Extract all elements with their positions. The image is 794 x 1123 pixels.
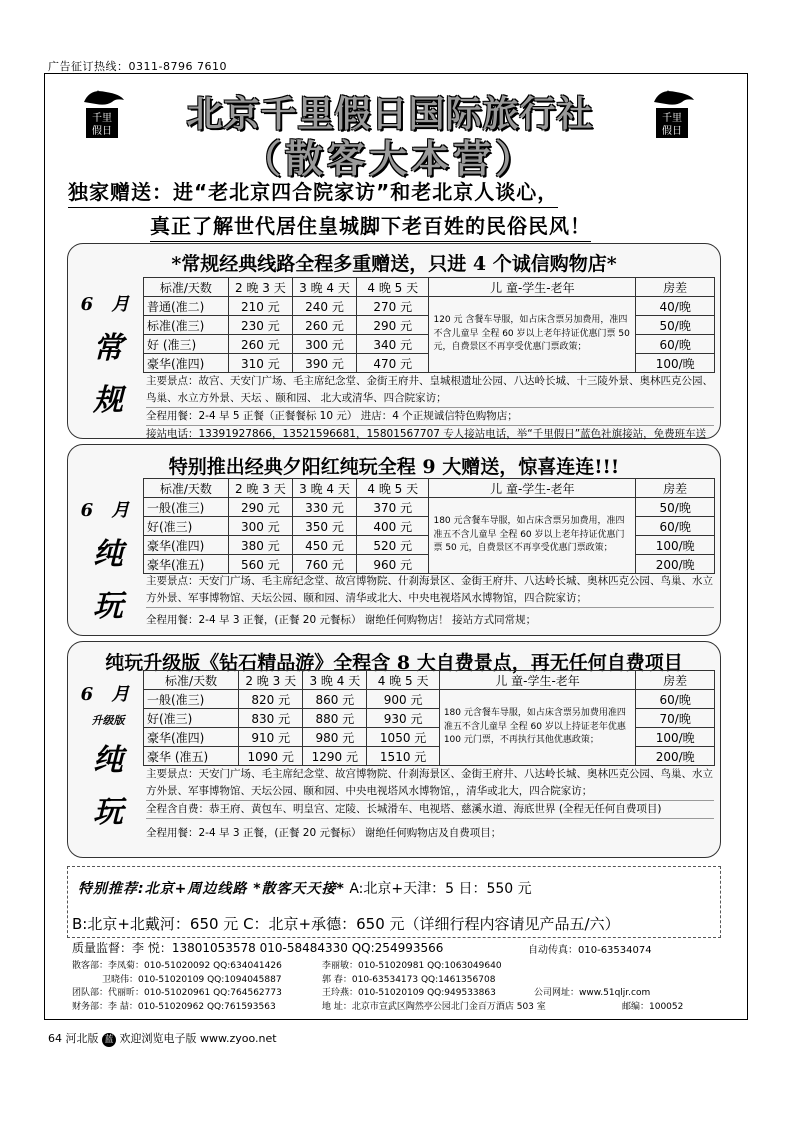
cell: 60/晚 (636, 335, 715, 354)
cell: 100/晚 (636, 536, 715, 555)
recommend-route-a: A:北京+天津：5 日：550 元 (349, 881, 532, 897)
cell: 400 元 (357, 517, 429, 536)
svg-text:假日: 假日 (662, 126, 682, 137)
info-line: 主要景点：天安门广场、毛主席纪念堂、故宫博物院、什刹海景区、金街王府井、八达岭长城、奥林匹克公园、鸟巢、水立方外景、军事博物馆、天坛公园、颐和园、清华或北大、中央电视塔风水博物馆，四合院家访； (146, 573, 714, 608)
th-standard: 标准/天数 (144, 671, 239, 690)
contact-cell: 卫晓伟：010-51020109 QQ:1094045887 (102, 974, 282, 985)
cell: 好 (准三) (144, 335, 229, 354)
auto-fax: 自动传真：010-63534074 (528, 945, 652, 956)
price-table (143, 478, 715, 574)
info-line: 全程含自费：恭王府、黄包车、明皇宫、定陵、长城滑车、电视塔、慈溪水道、海底世界 (全程无任何自费项目) (146, 801, 714, 819)
info-line: 全程用餐：2-4 早 5 正餐（正餐餐标 10 元） 进店：4 个正规诚信特色购物店； (146, 408, 714, 426)
company-logo-left (76, 84, 128, 144)
cell: 240 元 (292, 297, 356, 316)
cell: 760 元 (292, 555, 356, 574)
th-room-diff: 房差 (636, 671, 715, 690)
cell: 520 元 (357, 536, 429, 555)
cell: 380 元 (228, 536, 292, 555)
th-4days: 3 晚 4 天 (303, 671, 367, 690)
th-5days: 4 晚 5 天 (367, 671, 439, 690)
contact-block (72, 942, 712, 1014)
info-line: 主要景点：天安门广场、毛主席纪念堂、故宫博物院、什刹海景区、金街王府井、八达岭长城、奥林匹克公园、鸟巢、水立方外景、军事博物馆、天坛公园、颐和园、中央电视塔风水博物馆，，清华或北大，四合院家访； (146, 766, 714, 801)
cell: 560 元 (228, 555, 292, 574)
th-room-diff: 房差 (636, 278, 715, 297)
cell: 930 元 (367, 709, 439, 728)
section-info (146, 573, 714, 629)
cell: 910 元 (239, 728, 303, 747)
cell: 1050 元 (367, 728, 439, 747)
cell: 960 元 (357, 555, 429, 574)
cell: 60/晚 (636, 517, 715, 536)
page-footer (48, 1030, 277, 1047)
contact-row (72, 987, 712, 1001)
contact-row (72, 960, 712, 974)
section-heading: 特别推出经典夕阳红纯玩全程 9 大赠送，惊喜连连!!! (168, 456, 620, 478)
side-char: 常 (93, 331, 123, 366)
cell: 100/晚 (636, 728, 715, 747)
side-char: 规 (93, 382, 123, 418)
recommend-tag: *散客天天接* (253, 881, 345, 897)
th-5days: 4 晚 5 天 (357, 278, 429, 297)
postcode: 邮编：100052 (622, 1001, 684, 1012)
svg-text:假日: 假日 (92, 126, 112, 137)
cell: 好(准三) (144, 517, 229, 536)
cell: 200/晚 (636, 747, 715, 766)
cell: 260 元 (292, 316, 356, 335)
cell: 1090 元 (239, 747, 303, 766)
section-heading: 纯玩升级版《钻石精品游》全程含 8 大自费景点，再无任何自费项目 (105, 652, 683, 674)
th-3days: 2 晚 3 天 (239, 671, 303, 690)
recommend-line-1 (78, 878, 532, 898)
side-month: 6 月 (80, 294, 136, 315)
th-discount: 儿 童-学生-老年 (429, 278, 636, 297)
th-discount: 儿 童-学生-老年 (429, 479, 636, 498)
contact-cell: 财务部：李 喆：010-51020962 QQ:761593563 (72, 1001, 276, 1012)
slogan-line-2: 真正了解世代居住皇城脚下老百姓的民俗民风！ (150, 210, 591, 242)
cell: 830 元 (239, 709, 303, 728)
th-standard: 标准/天数 (144, 479, 229, 498)
cell: 普通(准二) (144, 297, 229, 316)
cell: 50/晚 (636, 498, 715, 517)
cell: 330 元 (292, 498, 356, 517)
cell: 260 元 (228, 335, 292, 354)
cell: 一般(准三) (144, 690, 239, 709)
slogan-line-1: 独家赠送：进“老北京四合院家访”和老北京人谈心， (68, 176, 558, 208)
cell: 60/晚 (636, 690, 715, 709)
section-info (146, 766, 714, 842)
th-4days: 3 晚 4 天 (292, 278, 356, 297)
side-char: 玩 (93, 588, 123, 624)
cell: 300 元 (228, 517, 292, 536)
cell: 豪华(准五) (144, 555, 229, 574)
cell: 豪华 (准五) (144, 747, 239, 766)
svg-text:千里: 千里 (662, 113, 682, 124)
th-3days: 2 晚 3 天 (228, 479, 292, 498)
contact-row (72, 1001, 712, 1015)
quality-supervisor: 质量监督：李 悦：13801053578 010-58484330 QQ:254993566 (72, 941, 444, 955)
discount-note: 120 元 含餐车导服，如占床含票另加费用，准四不含儿童早 全程 60 岁以上老年持证优惠门票 50 元，自费景区不再享受优惠门票政策； (429, 297, 636, 373)
cell: 210 元 (228, 297, 292, 316)
th-4days: 3 晚 4 天 (292, 479, 356, 498)
cell: 40/晚 (636, 297, 715, 316)
cell: 1510 元 (367, 747, 439, 766)
info-line: 全程用餐：2-4 早 3 正餐，(正餐 20 元餐标） 谢绝任何购物店及自费项目； (146, 827, 502, 839)
contact-row (72, 942, 712, 960)
section-heading: *常规经典线路全程多重赠送，只进 4 个诚信购物店* (171, 253, 617, 275)
side-char: 玩 (93, 794, 123, 830)
company-website[interactable]: 公司网址：www.51qljr.com (534, 988, 651, 998)
cell: 100/晚 (636, 354, 715, 373)
cell: 880 元 (303, 709, 367, 728)
price-table (143, 277, 715, 373)
section-side-label (76, 680, 140, 831)
contact-cell: 郭 春：010-63534173 QQ:1461356708 (322, 974, 496, 985)
section-side-label (76, 290, 140, 419)
side-month: 6 月 (80, 684, 136, 705)
contact-row (72, 974, 712, 988)
info-line: 主要景点：故宫、天安门广场、毛主席纪念堂、金街王府井、皇城根遗址公园、八达岭长城、十三陵外景、奥林匹克公园、鸟巢、水立方外景、天坛 、颐和园、 北大或清华、四合院家访； (146, 373, 714, 408)
cell: 450 元 (292, 536, 356, 555)
side-month: 6 月 (80, 500, 136, 521)
contact-cell: 团队部：代丽昕：010-51020961 QQ:764562773 (72, 988, 282, 998)
cell: 豪华(准四) (144, 536, 229, 555)
cell: 50/晚 (636, 316, 715, 335)
cell: 860 元 (303, 690, 367, 709)
cell: 200/晚 (636, 555, 715, 574)
side-char: 纯 (93, 743, 123, 778)
company-logo-right (646, 84, 698, 144)
side-subtitle: 升级版 (91, 714, 125, 727)
cell: 1290 元 (303, 747, 367, 766)
contact-cell: 王玲燕：010-51020109 QQ:949533863 (322, 988, 496, 998)
discount-note: 180 元含餐车导服，如占床含票另加费用准四准五不含儿童早 全程 60 岁以上持证老年优惠 100 元门票，不再执行其他优惠政策； (439, 690, 636, 766)
th-3days: 2 晚 3 天 (228, 278, 292, 297)
agency-title: 北京千里假日国际旅行社 (186, 94, 594, 135)
th-standard: 标准/天数 (144, 278, 229, 297)
recommend-route-bc: B:北京+北戴河：650 元 C：北京+承德：650 元（详细行程内容请见产品五/六） (72, 915, 620, 933)
ad-hotline: 广告征订热线：0311-8796 7610 (48, 60, 227, 73)
cell: 270 元 (357, 297, 429, 316)
cell: 350 元 (292, 517, 356, 536)
contact-cell: 李丽敏：010-51020981 QQ:1063049640 (322, 961, 502, 971)
cell: 标准(准三) (144, 316, 229, 335)
cell: 290 元 (357, 316, 429, 335)
cell: 370 元 (357, 498, 429, 517)
cell: 290 元 (228, 498, 292, 517)
info-line: 接站电话：13391927866，13521596681，15801567707 专人接站电话，举“千里假日”蓝色社旗接站，免费班车送 (146, 428, 707, 440)
footer-link[interactable]: 欢迎浏览电子版 www.zyoo.net (119, 1032, 277, 1045)
section-side-label (76, 496, 140, 625)
cell: 980 元 (303, 728, 367, 747)
cell: 豪华(准四) (144, 354, 229, 373)
page-number: 64 河北版 (48, 1032, 99, 1045)
cell: 310 元 (228, 354, 292, 373)
recommend-label: 特别推荐:北京+周边线路 (78, 881, 254, 897)
badge-icon: 蓝 (102, 1033, 116, 1047)
cell: 390 元 (292, 354, 356, 373)
cell: 900 元 (367, 690, 439, 709)
discount-note: 180 元含餐车导服，如占床含票另加费用，准四准五不含儿童早 全程 60 岁以上老年持证优惠门票 50 元，自费景区不再享受优惠门票政策； (429, 498, 636, 574)
cell: 470 元 (357, 354, 429, 373)
cell: 230 元 (228, 316, 292, 335)
company-address: 地 址：北京市宣武区陶然亭公园北门金百万酒店 503 室 (322, 1001, 546, 1012)
cell: 豪华(准四) (144, 728, 239, 747)
cell: 820 元 (239, 690, 303, 709)
info-line: 全程用餐：2-4 早 3 正餐，(正餐 20 元餐标） 谢绝任何购物店！ 接站方式同常规； (146, 614, 537, 626)
cell: 340 元 (357, 335, 429, 354)
th-discount: 儿 童-学生-老年 (439, 671, 636, 690)
price-table (143, 670, 715, 766)
agency-subtitle: （散客大本营） (242, 137, 537, 181)
th-room-diff: 房差 (636, 479, 715, 498)
cell: 70/晚 (636, 709, 715, 728)
th-5days: 4 晚 5 天 (357, 479, 429, 498)
side-char: 纯 (93, 537, 123, 572)
contact-cell: 散客部：李凤菊：010-51020092 QQ:634041426 (72, 961, 282, 971)
cell: 好(准三) (144, 709, 239, 728)
cell: 一般(准三) (144, 498, 229, 517)
svg-text:千里: 千里 (92, 113, 112, 124)
cell: 300 元 (292, 335, 356, 354)
